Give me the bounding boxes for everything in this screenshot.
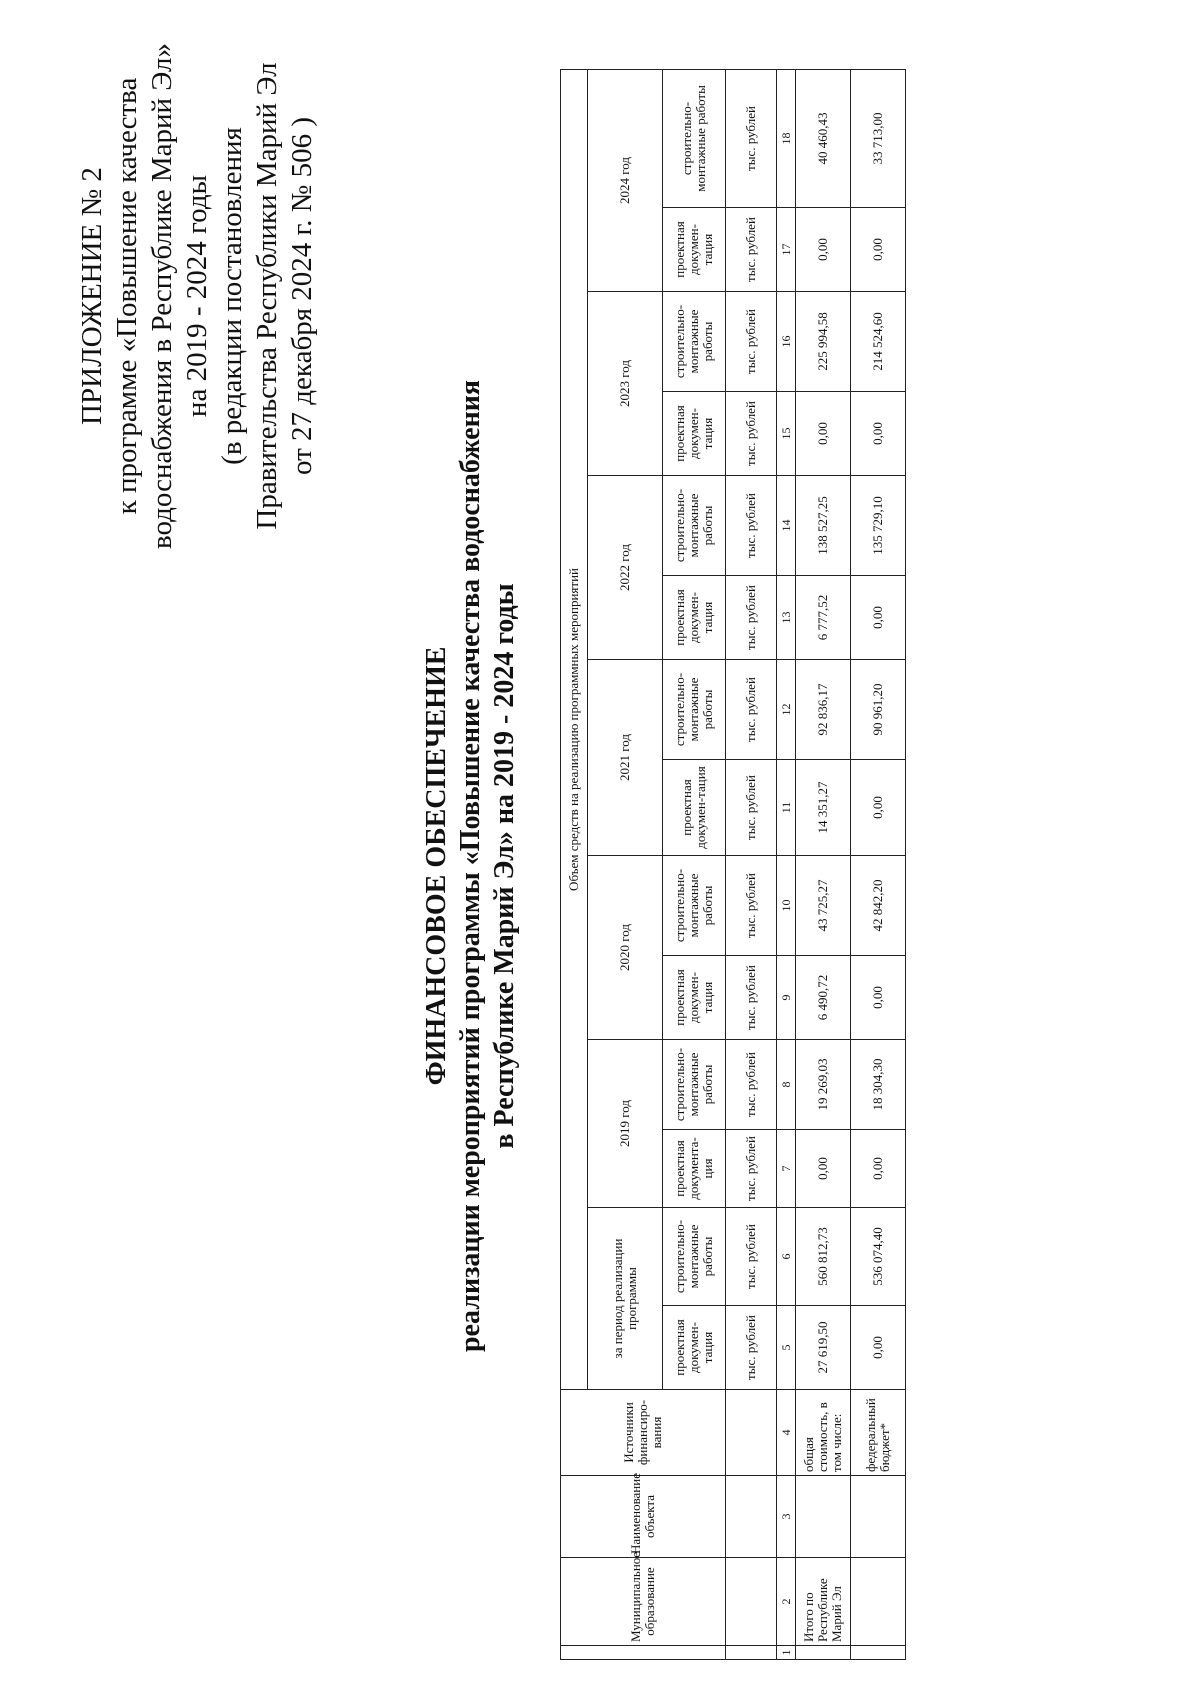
unit-cell: тыс. рублей — [726, 576, 777, 660]
sub-smr: строительно-монтажные работы — [663, 1208, 726, 1306]
header-year-2021: 2021 год — [588, 660, 663, 856]
col-number: 9 — [777, 956, 796, 1040]
sub-proj: проектная документа-ция — [663, 1130, 726, 1208]
header-blank — [561, 1646, 726, 1660]
value-cell: 90 961,20 — [851, 660, 906, 760]
unit-cell: тыс. рублей — [726, 1040, 777, 1130]
appendix-block — [75, 26, 320, 566]
source-cell: общая стоимость, в том числе: — [796, 1390, 851, 1476]
appendix-line: от 27 декабря 2024 г. № 506 ) — [286, 117, 318, 475]
unit-cell: тыс. рублей — [726, 856, 777, 956]
sub-proj: проектная докумен-тация — [663, 760, 726, 856]
value-cell: 135 729,10 — [851, 476, 906, 576]
value-cell: 536 074,40 — [851, 1208, 906, 1306]
unit-blank — [726, 1476, 777, 1558]
col-number: 3 — [777, 1476, 796, 1558]
unit-cell: тыс. рублей — [726, 476, 777, 576]
col-number: 14 — [777, 476, 796, 576]
col-number: 17 — [777, 208, 796, 292]
sub-smr: строительно-монтажные работы — [663, 1040, 726, 1130]
municipality-cell: Итого по Республике Марий Эл — [796, 1558, 851, 1646]
unit-cell: тыс. рублей — [726, 1208, 777, 1306]
value-cell: 18 304,30 — [851, 1040, 906, 1130]
unit-blank — [726, 1390, 777, 1476]
header-volume: Объем средств на реализацию программных мероприятий — [561, 69, 588, 1389]
object-cell — [851, 1476, 906, 1558]
header-year-2019: 2019 год — [588, 1040, 663, 1208]
col-number: 4 — [777, 1390, 796, 1476]
sub-smr: строительно-монтажные работы — [663, 660, 726, 760]
header-period: за период реализации программы — [588, 1208, 663, 1390]
table-row — [851, 69, 906, 1659]
appendix-line: на 2019 - 2024 годы — [181, 174, 213, 418]
col-number: 2 — [777, 1558, 796, 1646]
col-number: 5 — [777, 1306, 796, 1390]
appendix-line: (в редакции постановления — [216, 127, 248, 465]
col-number: 7 — [777, 1130, 796, 1208]
unit-blank — [726, 1646, 777, 1660]
sub-smr: строительно-монтажные работы — [663, 856, 726, 956]
value-cell: 225 994,58 — [796, 292, 851, 392]
unit-cell: тыс. рублей — [726, 760, 777, 856]
appendix-line: водоснабжения в Республике Марий Эл» — [146, 42, 178, 550]
col-number: 16 — [777, 292, 796, 392]
col-number: 13 — [777, 576, 796, 660]
value-cell: 92 836,17 — [796, 660, 851, 760]
value-cell: 0,00 — [796, 208, 851, 292]
value-cell: 560 812,73 — [796, 1208, 851, 1306]
value-cell: 0,00 — [851, 208, 906, 292]
unit-cell: тыс. рублей — [726, 69, 777, 207]
value-cell: 43 725,27 — [796, 856, 851, 956]
sub-proj: проектная докумен-тация — [663, 956, 726, 1040]
sub-smr: строительно-монтажные работы — [663, 476, 726, 576]
appendix-line: Правительства Республики Марий Эл — [251, 62, 283, 530]
unit-cell: тыс. рублей — [726, 292, 777, 392]
title-line: в Республике Марий Эл» на 2019 - 2024 годы — [489, 583, 520, 1149]
value-cell: 214 524,60 — [851, 292, 906, 392]
financing-table — [560, 69, 906, 1660]
value-cell: 0,00 — [796, 1130, 851, 1208]
value-cell: 42 842,20 — [851, 856, 906, 956]
header-year-2022: 2022 год — [588, 476, 663, 660]
header-object: Наименование объекта — [561, 1476, 726, 1558]
unit-cell: тыс. рублей — [726, 660, 777, 760]
value-cell: 0,00 — [851, 1306, 906, 1390]
value-cell: 0,00 — [851, 576, 906, 660]
header-year-2024: 2024 год — [588, 69, 663, 291]
col-number: 12 — [777, 660, 796, 760]
unit-cell: тыс. рублей — [726, 208, 777, 292]
value-cell: 27 619,50 — [796, 1306, 851, 1390]
value-cell: 0,00 — [851, 392, 906, 476]
unit-cell: тыс. рублей — [726, 392, 777, 476]
col-number: 10 — [777, 856, 796, 956]
title-line: реализации мероприятий программы «Повышение качества водоснабжения — [455, 380, 486, 1353]
value-cell: 138 527,25 — [796, 476, 851, 576]
col-number: 6 — [777, 1208, 796, 1306]
value-cell: 6 777,52 — [796, 576, 851, 660]
table-row — [796, 69, 851, 1659]
header-municipality: Муниципальное образование — [561, 1558, 726, 1646]
unit-cell: тыс. рублей — [726, 956, 777, 1040]
sub-smr: строительно-монтажные работы — [663, 69, 726, 207]
value-cell: 0,00 — [796, 392, 851, 476]
title-line: ФИНАНСОВОЕ ОБЕСПЕЧЕНИЕ — [421, 646, 452, 1086]
sub-proj: проектная докумен-тация — [663, 1306, 726, 1390]
col-number: 18 — [777, 69, 796, 207]
source-cell: федеральный бюджет* — [851, 1390, 906, 1476]
value-cell: 19 269,03 — [796, 1040, 851, 1130]
document-title — [420, 236, 522, 1496]
value-cell: 14 351,27 — [796, 760, 851, 856]
sub-smr: строительно-монтажные работы — [663, 292, 726, 392]
value-cell: 0,00 — [851, 956, 906, 1040]
value-cell: 33 713,00 — [851, 69, 906, 207]
unit-cell: тыс. рублей — [726, 1130, 777, 1208]
sub-proj: проектная докумен-тация — [663, 208, 726, 292]
col-number: 11 — [777, 760, 796, 856]
unit-blank — [726, 1558, 777, 1646]
value-cell: 40 460,43 — [796, 69, 851, 207]
col-number: 8 — [777, 1040, 796, 1130]
unit-cell: тыс. рублей — [726, 1306, 777, 1390]
header-source: Источники финансиро-вания — [561, 1390, 726, 1476]
value-cell: 0,00 — [851, 760, 906, 856]
value-cell: 0,00 — [851, 1130, 906, 1208]
header-year-2023: 2023 год — [588, 292, 663, 476]
municipality-cell — [851, 1558, 906, 1646]
object-cell — [796, 1476, 851, 1558]
sub-proj: проектная докумен-тация — [663, 392, 726, 476]
col-number: 1 — [777, 1646, 796, 1660]
col-number: 15 — [777, 392, 796, 476]
header-year-2020: 2020 год — [588, 856, 663, 1040]
appendix-line: ПРИЛОЖЕНИЕ № 2 — [76, 167, 108, 425]
value-cell: 6 490,72 — [796, 956, 851, 1040]
sub-proj: проектная докумен-тация — [663, 576, 726, 660]
appendix-line: к программе «Повышение качества — [111, 77, 143, 515]
